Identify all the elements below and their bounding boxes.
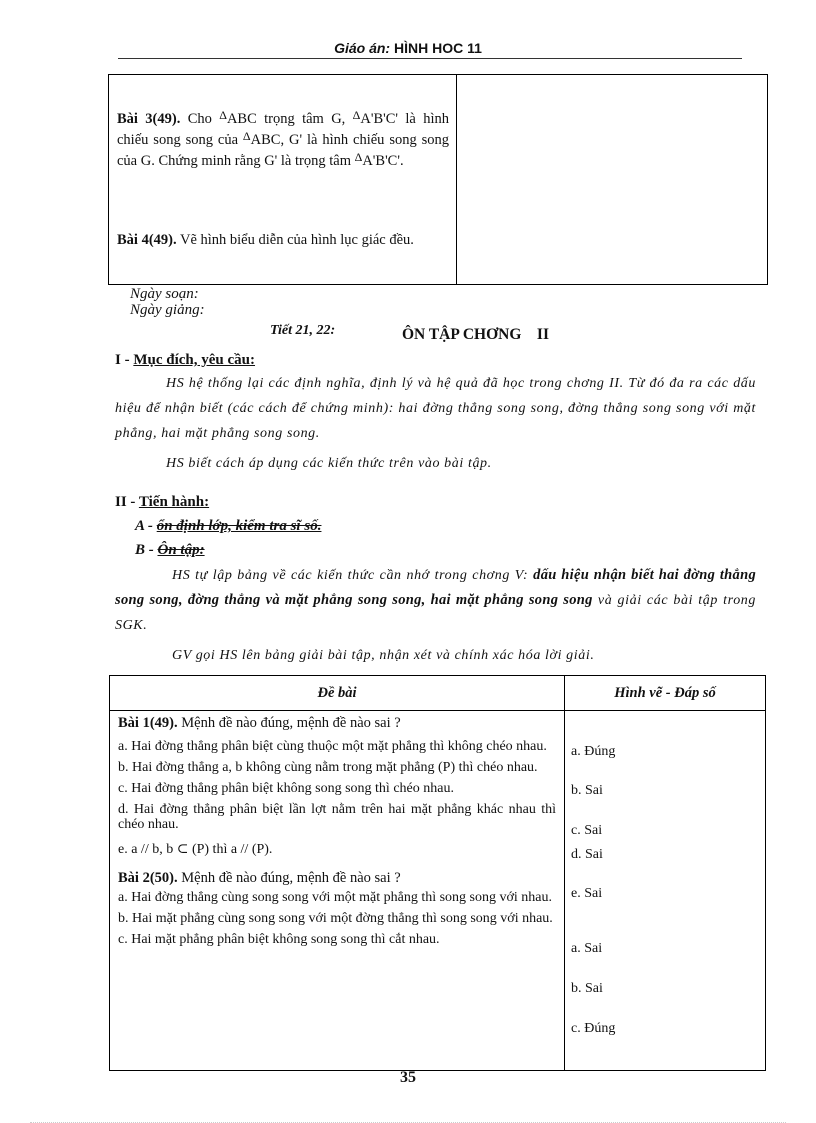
questions-cell — [110, 711, 565, 1071]
answer-item: c. Đúng — [571, 1021, 616, 1036]
table-header-row — [110, 676, 766, 711]
header-title: HÌNH HOC 11 — [393, 40, 482, 56]
answer-item: b. Sai — [571, 981, 603, 996]
triangle-icon: Δ — [219, 108, 227, 122]
answer-item: a. Sai — [571, 941, 603, 956]
page-number: 35 — [400, 1069, 416, 1086]
section-1-paragraph: HS hệ thống lại các định nghĩa, định lý và hệ quả đã học trong chơng II. Từ đó đa ra các dấu hiệu để nhận biết (các cách để chứng minh): hai đờng thẳng song song, đờng thẳng song song với mặt phẳng, hai mặt phẳng song song. — [115, 376, 756, 441]
exercise-1-heading: Bài 1(49). Mệnh đề nào đúng, mệnh đề nào sai ? — [118, 715, 401, 731]
header-prefix: Giáo án: — [334, 40, 391, 56]
list-item: b. Hai mặt phẳng cùng song song với một đờng thẳng thì song song với nhau. — [118, 911, 553, 926]
triangle-icon: Δ — [242, 129, 251, 143]
triangle-icon: Δ — [352, 108, 361, 122]
list-item: a. Hai đờng thẳng cùng song song với một mặt phẳng thì song song với nhau. — [118, 890, 553, 905]
answer-item: e. Sai — [571, 886, 603, 901]
exercise-table — [109, 675, 766, 1071]
answers-cell — [565, 711, 766, 1071]
triangle-icon: Δ — [354, 150, 363, 164]
section-1-heading: I - Mục đích, yêu cầu: — [115, 352, 256, 368]
exercise-4: Bài 4(49). Vẽ hình biểu diễn của hình lục giác đều. — [117, 232, 414, 248]
top-exercise-box — [108, 74, 768, 285]
date-block — [130, 286, 205, 318]
list-item: b. Hai đờng thẳng a, b không cùng nằm trong mặt phẳng (P) thì chéo nhau. — [118, 760, 538, 775]
step-b: B - Ôn tập: — [135, 542, 205, 558]
section-2-paragraph: HS tự lập bảng về các kiến thức cần nhớ trong chơng V: dấu hiệu nhận biết hai đờng thẳng song song, đờng thẳng và mặt phẳng song song, hai mặt phẳng song song và giải các bài tập trong SGK. — [115, 567, 757, 633]
exercise-4-label: Bài 4(49). — [117, 232, 177, 248]
lesson-period: Tiết 21, 22: — [270, 323, 336, 338]
list-item: e. a // b, b ⊂ (P) thì a // (P). — [118, 842, 273, 857]
list-item: c. Hai mặt phẳng phân biệt không song song thì cắt nhau. — [118, 932, 440, 947]
page-header — [0, 40, 816, 56]
answer-item: d. Sai — [571, 847, 603, 862]
box-divider — [456, 75, 457, 284]
answer-item: c. Sai — [571, 823, 603, 838]
column-header-de-bai: Đề bài — [110, 676, 565, 711]
answer-item: a. Đúng — [571, 744, 616, 759]
ngay-giang: Ngày giảng: — [130, 302, 205, 318]
section-2-paragraph-2: GV gọi HS lên bảng giải bài tập, nhận xét và chính xác hóa lời giải. — [172, 648, 595, 663]
ngay-soan: Ngày soạn: — [130, 286, 199, 302]
list-item: a. Hai đờng thẳng phân biệt cùng thuộc một mặt phẳng thì không chéo nhau. — [118, 739, 547, 754]
list-item: c. Hai đờng thẳng phân biệt không song song thì chéo nhau. — [118, 781, 454, 796]
answer-item: b. Sai — [571, 783, 603, 798]
lesson-title: ÔN TẬP CHƠNG II — [402, 326, 549, 343]
list-item: d. Hai đờng thẳng phân biệt lần lợt nằm trên hai mặt phẳng khác nhau thì chéo nhau. — [118, 802, 556, 832]
step-a: A - ổn định lớp, kiểm tra sĩ số. — [135, 518, 322, 534]
header-rule — [118, 58, 742, 59]
exercise-3-label: Bài 3(49). — [117, 111, 181, 127]
section-2-heading: II - Tiến hành: — [115, 494, 210, 510]
exercise-2-heading: Bài 2(50). Mệnh đề nào đúng, mệnh đề nào sai ? — [118, 870, 401, 886]
column-header-dap-so: Hình vẽ - Đáp số — [565, 676, 766, 711]
section-1-paragraph-2: HS biết cách áp dụng các kiến thức trên vào bài tập. — [166, 456, 492, 471]
table-row — [110, 711, 766, 1071]
exercise-3: Bài 3(49). Cho $^\Delta$ABC trọng tâm G, $^\Delta$A'B'C' là hình chiếu song song của $^\Delta$ABC, G' là hình chiếu song song của G. Chứng minh rằng G' là trọng tâm $^\Delta$A'B'C'. — [117, 108, 450, 169]
